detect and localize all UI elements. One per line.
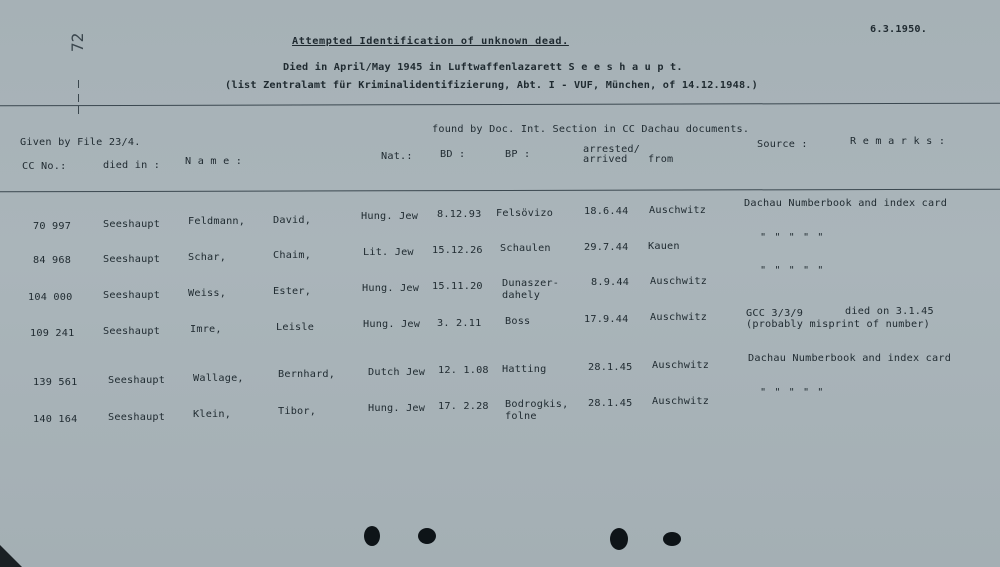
cell-died-in: Seeshaupt: [103, 290, 161, 301]
found-by-label: found by Doc. Int. Section in CC Dachau documents.: [432, 124, 750, 135]
cell-source: GCC 3/3/9: [746, 308, 804, 319]
cell-arrived: 17.9.44: [584, 314, 629, 325]
cell-cc-no: 104 000: [28, 292, 73, 303]
cell-given-name: Chaim,: [273, 250, 312, 261]
cell-from: Auschwitz: [650, 276, 708, 287]
cell-surname: Weiss,: [188, 288, 227, 299]
col-bd: BD :: [440, 149, 466, 160]
col-cc-no: CC No.:: [22, 161, 67, 172]
cell-nat: Hung. Jew: [362, 283, 420, 294]
cell-arrived: 18.6.44: [584, 206, 629, 217]
col-name: N a m e :: [185, 156, 243, 167]
cell-bp: Boss: [505, 316, 531, 327]
cell-cc-no: 140 164: [33, 414, 78, 425]
margin-mark: [78, 94, 79, 102]
cell-bp: Bodrogkis,: [505, 399, 569, 410]
cell-remark-note: (probably misprint of number): [746, 319, 931, 330]
cell-nat: Dutch Jew: [368, 367, 426, 378]
punch-hole: [364, 526, 380, 546]
cell-cc-no: 109 241: [30, 328, 75, 339]
cell-died-in: Seeshaupt: [108, 412, 166, 423]
margin-number: 72: [68, 32, 87, 52]
cell-source: Dachau Numberbook and index card: [744, 198, 948, 209]
col-bp: BP :: [505, 149, 531, 160]
cell-from: Auschwitz: [649, 205, 707, 216]
document-date: 6.3.1950.: [870, 24, 928, 35]
col-source: Source :: [757, 139, 808, 150]
cell-bp-cont: folne: [505, 411, 537, 422]
cell-bp: Dunaszer-: [502, 278, 560, 289]
cell-nat: Hung. Jew: [363, 319, 421, 330]
cell-bd: 8.12.93: [437, 209, 482, 220]
cell-given-name: David,: [273, 215, 312, 226]
col-died-in: died in :: [103, 160, 161, 171]
cell-arrived: 8.9.44: [591, 277, 630, 288]
cell-bp: Schaulen: [500, 243, 551, 254]
cell-died-in: Seeshaupt: [103, 254, 161, 265]
cell-source-ditto: " " " " ": [760, 387, 825, 398]
cell-source-ditto: " " " " ": [760, 232, 825, 243]
cell-bp-cont: dahely: [502, 290, 541, 301]
cell-arrived: 28.1.45: [588, 362, 633, 373]
col-remarks: R e m a r k s :: [850, 136, 946, 147]
cell-cc-no: 139 561: [33, 377, 78, 388]
margin-mark: [78, 106, 79, 114]
cell-bp: Hatting: [502, 364, 547, 375]
source-line: (list Zentralamt für Kriminalidentifizierung, Abt. I - VUF, München, of 14.12.1948.): [225, 80, 758, 91]
cell-cc-no: 70 997: [33, 221, 72, 232]
cell-bd: 3. 2.11: [437, 318, 482, 329]
punch-hole: [663, 532, 681, 546]
col-nat: Nat.:: [381, 151, 413, 162]
cell-from: Auschwitz: [652, 360, 710, 371]
cell-from: Auschwitz: [652, 396, 710, 407]
header-top-rule: [0, 103, 1000, 107]
cell-source-ditto: " " " " ": [760, 265, 825, 276]
cell-source: Dachau Numberbook and index card: [748, 353, 952, 364]
cell-arrived: 28.1.45: [588, 398, 633, 409]
col-from: from: [648, 154, 674, 165]
cell-surname: Imre,: [190, 324, 222, 335]
punch-hole: [610, 528, 628, 550]
cell-died-in: Seeshaupt: [103, 326, 161, 337]
cell-remark: died on 3.1.45: [845, 306, 934, 317]
cell-surname: Wallage,: [193, 373, 244, 384]
cell-bd: 15.12.26: [432, 245, 483, 256]
cell-from: Kauen: [648, 241, 680, 252]
cell-nat: Lit. Jew: [363, 247, 414, 258]
cell-surname: Klein,: [193, 409, 232, 420]
given-by-label: Given by File 23/4.: [20, 137, 141, 148]
cell-arrived: 29.7.44: [584, 242, 629, 253]
cell-cc-no: 84 968: [33, 255, 72, 266]
cell-died-in: Seeshaupt: [108, 375, 166, 386]
cell-bd: 12. 1.08: [438, 365, 489, 376]
cell-died-in: Seeshaupt: [103, 219, 161, 230]
cell-nat: Hung. Jew: [361, 211, 419, 222]
cell-surname: Schar,: [188, 252, 227, 263]
cell-given-name: Ester,: [273, 286, 312, 297]
col-arrested: arrested/: [583, 144, 641, 155]
document-subtitle: Died in April/May 1945 in Luftwaffenlazarett S e e s h a u p t.: [283, 62, 683, 73]
cell-given-name: Leisle: [276, 322, 315, 333]
cell-surname: Feldmann,: [188, 216, 246, 227]
margin-mark: [78, 80, 79, 88]
cell-bd: 17. 2.28: [438, 401, 489, 412]
cell-bp: Felsövizo: [496, 208, 554, 219]
cell-given-name: Tibor,: [278, 406, 317, 417]
cell-given-name: Bernhard,: [278, 369, 336, 380]
torn-corner: [0, 545, 22, 567]
punch-hole: [418, 528, 436, 544]
header-bottom-rule: [0, 189, 1000, 193]
cell-bd: 15.11.20: [432, 281, 483, 292]
cell-from: Auschwitz: [650, 312, 708, 323]
cell-nat: Hung. Jew: [368, 403, 426, 414]
col-arrived: arrived: [583, 154, 628, 165]
document-title: Attempted Identification of unknown dead.: [292, 36, 569, 47]
